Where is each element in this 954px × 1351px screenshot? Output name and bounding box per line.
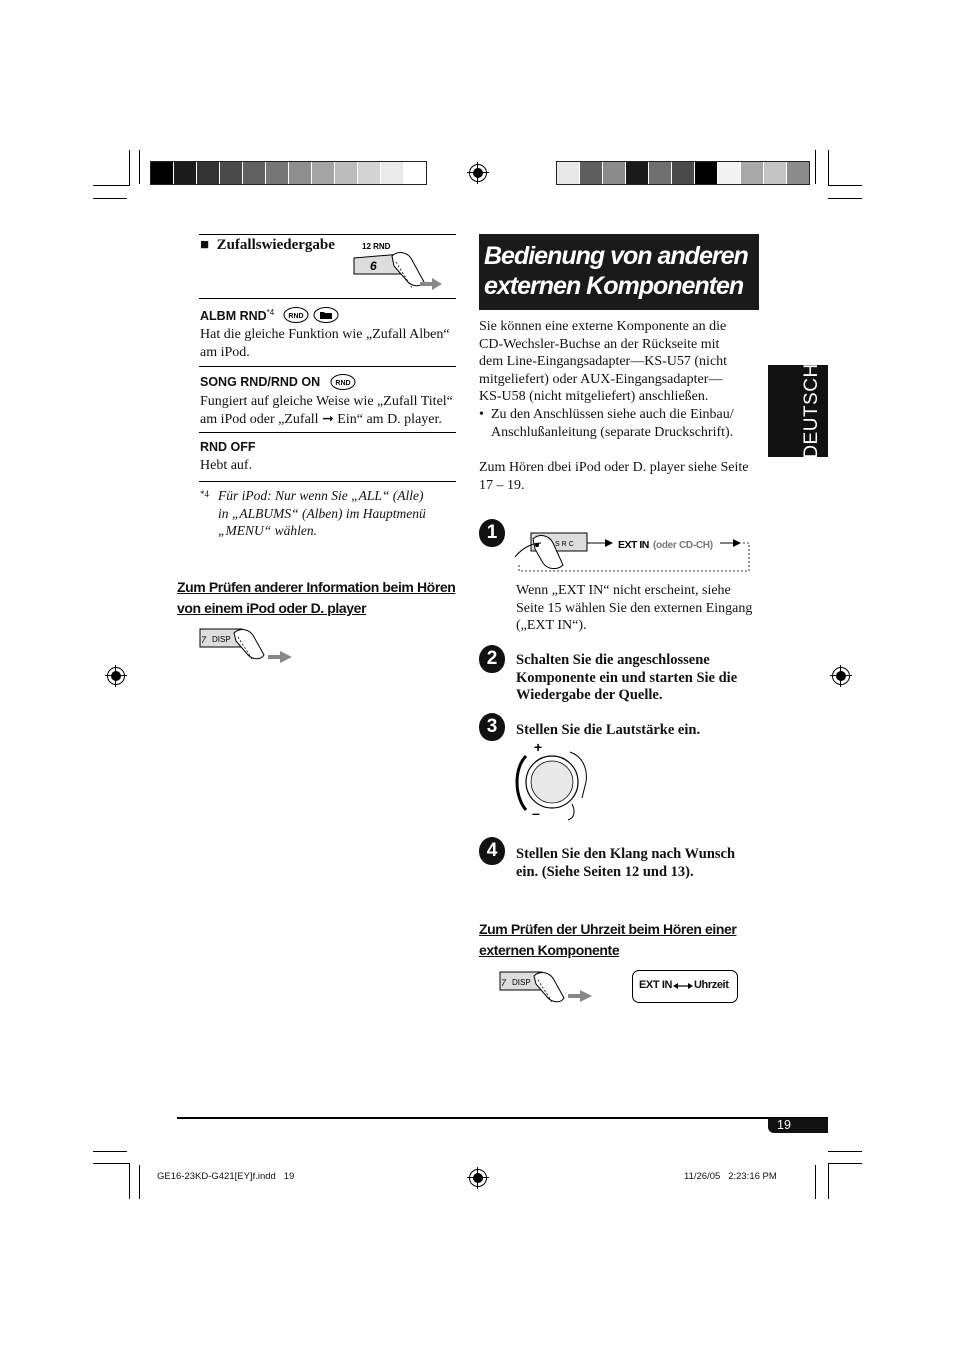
color-swatch bbox=[335, 162, 358, 184]
color-swatch bbox=[381, 162, 404, 184]
color-swatch bbox=[151, 162, 174, 184]
section-rule bbox=[199, 234, 456, 235]
section-rule bbox=[199, 298, 456, 299]
button-number: 6 bbox=[370, 259, 377, 273]
footer-date-info: 11/26/05 2:23:16 PM bbox=[684, 1171, 777, 1182]
color-swatch bbox=[603, 162, 626, 184]
ext-in-label: EXT IN bbox=[618, 539, 649, 551]
color-swatch bbox=[649, 162, 672, 184]
option-description: Hebt auf. bbox=[200, 458, 253, 473]
disp-number: 7 bbox=[201, 635, 207, 645]
section-rule bbox=[199, 481, 456, 482]
color-swatch bbox=[557, 162, 580, 184]
color-swatch bbox=[764, 162, 787, 184]
page-number: 19 bbox=[777, 1118, 791, 1132]
crop-mark bbox=[828, 1163, 829, 1199]
crop-mark bbox=[129, 1163, 130, 1199]
color-swatch bbox=[787, 162, 809, 184]
volume-plus: + bbox=[534, 739, 543, 755]
rnd-icon bbox=[329, 373, 359, 391]
bullet-dot-icon: • bbox=[479, 407, 484, 422]
step-2-text: Schalten Sie die angeschlossene Komponente ein und starten Sie die Wiedergabe der Quelle. bbox=[516, 652, 738, 703]
option-label-albm-rnd: ALBM RND$^{*4}$ bbox=[200, 308, 275, 324]
rnd-icon-label: RND bbox=[288, 313, 304, 320]
color-swatch bbox=[174, 162, 197, 184]
clock-box-uhrzeit: Uhrzeit bbox=[694, 979, 729, 991]
volume-knob-illustration bbox=[512, 738, 594, 824]
double-arrow-icon bbox=[673, 981, 693, 991]
color-swatch bbox=[741, 162, 764, 184]
color-swatch bbox=[220, 162, 243, 184]
section-title: ■ Zufallswiedergabe bbox=[200, 237, 335, 253]
color-swatch bbox=[312, 162, 335, 184]
color-swatch bbox=[718, 162, 741, 184]
step-4-text: Stellen Sie den Klang nach Wunsch ein. (Siehe Seiten 12 und 13). bbox=[516, 846, 736, 880]
ipod-reference: Zum Hören dbei iPod oder D. player siehe Seite 17 – 19. bbox=[479, 460, 749, 493]
option-description: Fungiert auf gleiche Weise wie „Zufall Titel“ am iPod oder „Zufall ➞ Ein“ am D. player. bbox=[200, 394, 453, 427]
bottom-rule bbox=[177, 1117, 828, 1119]
page-title: Bedienung von anderen externen Komponenten bbox=[479, 234, 759, 310]
color-swatch bbox=[243, 162, 266, 184]
color-swatch bbox=[197, 162, 220, 184]
crop-mark bbox=[139, 150, 140, 184]
crop-mark bbox=[93, 1163, 129, 1164]
footer-file-info: GE16-23KD-G421[EY]f.indd 19 bbox=[157, 1171, 295, 1182]
crop-mark bbox=[828, 1163, 862, 1164]
step-1-text: Wenn „EXT IN“ nicht erscheint, siehe Seite 15 wählen Sie den externen Eingang („EXT IN“). bbox=[516, 583, 753, 633]
step-number-4: 4 bbox=[479, 837, 505, 865]
disp-button-illustration bbox=[498, 968, 598, 1010]
section-rule bbox=[199, 432, 456, 433]
color-swatch bbox=[358, 162, 381, 184]
crop-mark bbox=[93, 1151, 127, 1152]
volume-minus: – bbox=[532, 805, 540, 821]
color-swatch bbox=[626, 162, 649, 184]
square-bullet-icon: ■ bbox=[200, 237, 210, 253]
bullet-item bbox=[479, 406, 484, 424]
crop-mark bbox=[129, 150, 130, 186]
crop-mark bbox=[828, 198, 862, 199]
color-swatch bbox=[289, 162, 312, 184]
info-heading: Zum Prüfen anderer Information beim Hören von einem iPod oder D. player bbox=[177, 579, 456, 616]
step-number-2: 2 bbox=[479, 645, 505, 673]
step-3-text: Stellen Sie die Lautstärke ein. bbox=[516, 722, 701, 738]
crop-mark bbox=[93, 185, 129, 186]
option-label-rnd-off: RND OFF bbox=[200, 440, 256, 454]
disp-number: 7 bbox=[501, 978, 507, 988]
option-description: Hat die gleiche Funktion wie „Zufall Alben“ am iPod. bbox=[200, 327, 450, 360]
section-rule bbox=[199, 366, 456, 367]
crop-mark bbox=[815, 150, 816, 184]
language-tab: DEUTSCH bbox=[768, 365, 828, 457]
oder-cd-ch-label: (oder CD-CH) bbox=[653, 540, 713, 551]
crop-mark bbox=[139, 1165, 140, 1199]
intro-paragraph: Sie können eine externe Komponente an die CD-Wechsler-Buchse an der Rückseite mit dem Line-Eingangsadapter—KS-U57 (nicht mitgeliefert) oder AUX-Eingangsadapter— KS-U58 (nicht mitgeliefert) anschließen. bbox=[479, 319, 728, 404]
crop-mark bbox=[93, 198, 127, 199]
registration-mark-icon bbox=[469, 1169, 487, 1187]
crop-mark bbox=[828, 185, 862, 186]
color-swatch bbox=[266, 162, 289, 184]
rnd-button-illustration bbox=[350, 238, 445, 296]
clock-heading: Zum Prüfen der Uhrzeit beim Hören einer externen Komponente bbox=[479, 921, 737, 958]
bullet-text: Zu den Anschlüssen siehe auch die Einbau/ Anschlußanleitung (separate Druckschrift). bbox=[491, 407, 734, 440]
disp-label: DISP bbox=[512, 978, 531, 987]
color-swatch bbox=[404, 162, 426, 184]
registration-mark-icon bbox=[832, 667, 850, 685]
crop-mark bbox=[815, 1165, 816, 1199]
color-calibration-bar-right bbox=[556, 161, 810, 185]
footnote-mark: *4 bbox=[200, 489, 209, 499]
step-number-1: 1 bbox=[479, 519, 505, 547]
rnd-icon bbox=[282, 306, 342, 324]
clock-box-ext-in: EXT IN bbox=[639, 979, 673, 991]
button-top-label: 12 RND bbox=[362, 242, 391, 251]
color-swatch bbox=[580, 162, 603, 184]
disp-button-illustration bbox=[198, 625, 298, 667]
color-calibration-bar-left bbox=[150, 161, 427, 185]
registration-mark-icon bbox=[107, 667, 125, 685]
registration-mark-icon bbox=[469, 164, 487, 182]
step-number-3: 3 bbox=[479, 713, 505, 741]
footnote-text: Für iPod: Nur wenn Sie „ALL“ (Alle) in „ALBUMS“ (Alben) im Hauptmenü „MENU“ wählen. bbox=[218, 488, 426, 538]
src-label: SRC bbox=[555, 541, 576, 548]
color-swatch bbox=[695, 162, 718, 184]
crop-mark bbox=[828, 150, 829, 186]
rnd-icon-label: RND bbox=[335, 380, 351, 387]
color-swatch bbox=[672, 162, 695, 184]
option-label-song-rnd: SONG RND/RND ON bbox=[200, 375, 321, 389]
crop-mark bbox=[828, 1151, 862, 1152]
src-button-illustration bbox=[513, 527, 753, 577]
disp-label: DISP bbox=[212, 635, 231, 644]
